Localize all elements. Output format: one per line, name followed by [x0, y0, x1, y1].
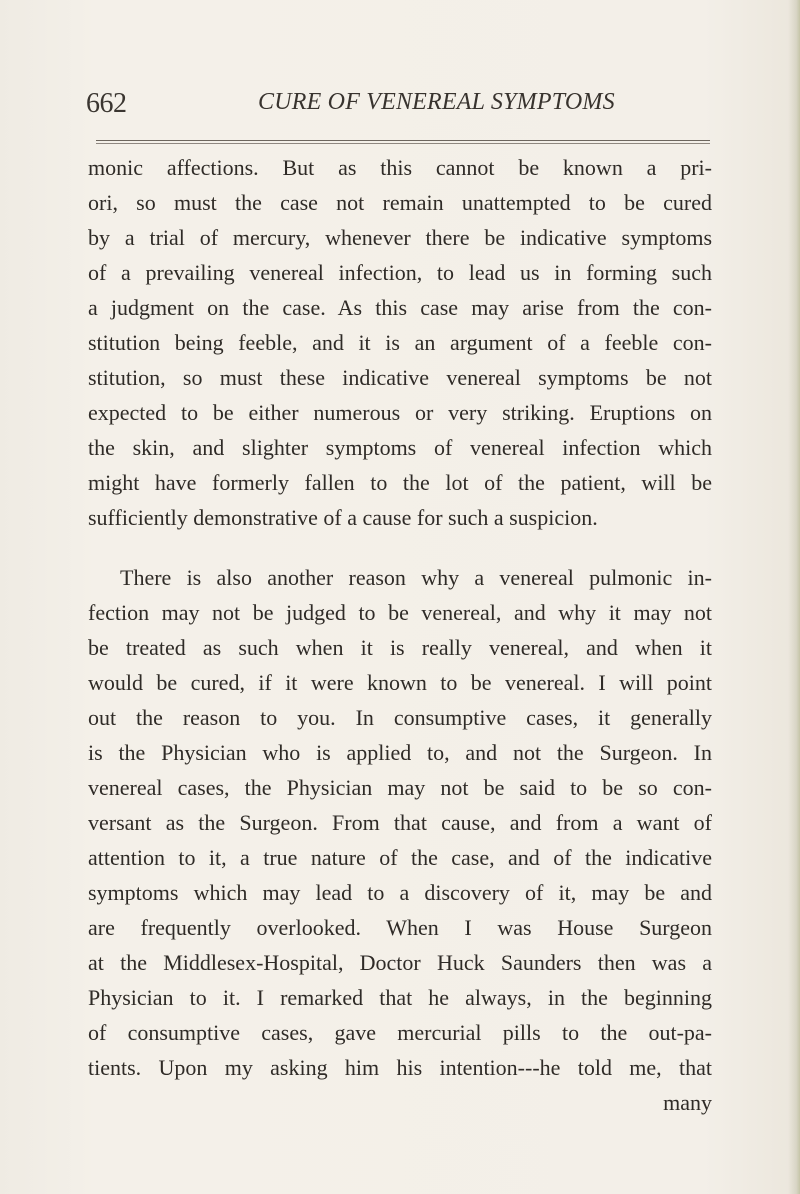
text-line: the skin, and slighter symptoms of venereal infection which	[88, 435, 712, 460]
text-line: out the reason to you. In consumptive cases, it generally	[88, 705, 712, 730]
text-line: expected to be either numerous or very striking. Eruptions on	[88, 400, 712, 425]
header-rule	[96, 140, 710, 144]
text-line: monic affections. But as this cannot be known a pri-	[88, 155, 712, 180]
text-line: might have formerly fallen to the lot of the patient, will be	[88, 470, 712, 495]
text-line: There is also another reason why a venereal pulmonic in-	[120, 565, 712, 590]
text-line: are frequently overlooked. When I was House Surgeon	[88, 915, 712, 940]
text-line: would be cured, if it were known to be venereal. I will point	[88, 670, 712, 695]
paragraph-2	[88, 560, 712, 1120]
text-line: be treated as such when it is really venereal, and when it	[88, 635, 712, 660]
text-line: attention to it, a true nature of the case, and of the indicative	[88, 845, 712, 870]
page-edge-shadow	[788, 0, 800, 1194]
text-line: of a prevailing venereal infection, to lead us in forming such	[88, 260, 712, 285]
paragraph-1	[88, 150, 712, 535]
text-line: ori, so must the case not remain unattempted to be cured	[88, 190, 712, 215]
text-line: symptoms which may lead to a discovery of it, may be and	[88, 880, 712, 905]
text-line: tients. Upon my asking him his intention---he told me, that	[88, 1055, 712, 1080]
text-line: stitution being feeble, and it is an argument of a feeble con-	[88, 330, 712, 355]
text-line: is the Physician who is applied to, and not the Surgeon. In	[88, 740, 712, 765]
text-line: venereal cases, the Physician may not be said to be so con-	[88, 775, 712, 800]
text-line: a judgment on the case. As this case may arise from the con-	[88, 295, 712, 320]
text-line: of consumptive cases, gave mercurial pills to the out-pa-	[88, 1020, 712, 1045]
page-number: 662	[86, 88, 127, 119]
text-line: by a trial of mercury, whenever there be indicative symptoms	[88, 225, 712, 250]
text-line: Physician to it. I remarked that he always, in the beginning	[88, 985, 712, 1010]
text-line: sufficiently demonstrative of a cause for such a suspicion.	[88, 505, 598, 530]
text-line: versant as the Surgeon. From that cause, and from a want of	[88, 810, 712, 835]
text-line: at the Middlesex-Hospital, Doctor Huck Saunders then was a	[88, 950, 712, 975]
text-line: fection may not be judged to be venereal, and why it may not	[88, 600, 712, 625]
catchword: many	[663, 1090, 712, 1115]
running-head: CURE OF VENEREAL SYMPTOMS	[258, 89, 615, 115]
text-line: stitution, so must these indicative venereal symptoms be not	[88, 365, 712, 390]
